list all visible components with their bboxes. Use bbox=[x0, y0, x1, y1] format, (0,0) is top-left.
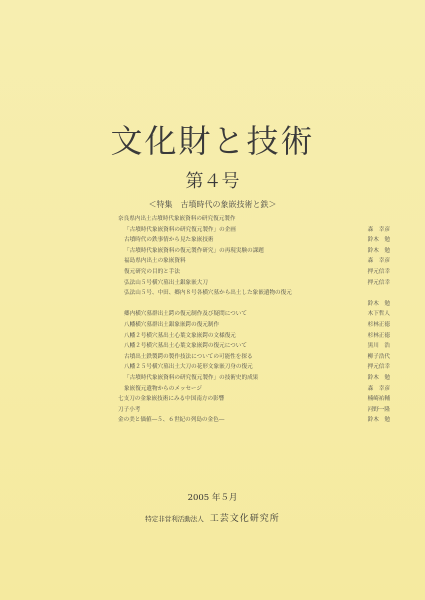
toc-entry-title: 「古墳時代象嵌資料の研究復元製作」の技術史的成果 bbox=[124, 374, 259, 381]
toc-entry-author: 鈴木 勉 bbox=[367, 417, 390, 424]
toc-entry bbox=[118, 288, 390, 299]
toc-entry-title: 「古墳時代象嵌資料の復元製作研究」の再現実験の課題 bbox=[124, 247, 264, 254]
publisher bbox=[0, 511, 425, 524]
toc-entry-title bbox=[118, 299, 124, 310]
toc-entry-title: 弘法山５号、中田、郷内８号各横穴墓から出土した象嵌遺物の復元 bbox=[124, 290, 292, 297]
toc-entry-author: 河野一隆 bbox=[367, 406, 390, 413]
toc-entry bbox=[118, 362, 390, 373]
toc-entry-title: 八幡横穴墓群出土銀象嵌鍔の復元制作 bbox=[124, 321, 220, 328]
toc-entry bbox=[118, 267, 390, 278]
publisher-name: 工芸文化研究所 bbox=[209, 514, 280, 524]
toc-entry-title: 古墳出土鉄製鍔の製作技法についての可能性を探る bbox=[124, 353, 253, 360]
toc-entry-author: 黒川 浩 bbox=[367, 343, 390, 350]
toc-entry-author: 木下哲人 bbox=[367, 311, 390, 318]
toc-entry-title: 七支刀の金象嵌技術にみる中国南方の影響 bbox=[118, 396, 225, 403]
toc-entry bbox=[118, 331, 390, 342]
toc-entry-title: 金の美と価値―５、６世紀の列島の金色― bbox=[118, 417, 225, 424]
toc-entry bbox=[118, 309, 390, 320]
toc-entry bbox=[118, 352, 390, 363]
toc-entry-author: 押元信幸 bbox=[367, 279, 390, 286]
toc-entry bbox=[118, 246, 390, 257]
toc-entry-title: 八幡２号横穴墓出土心葉文象嵌鍔の復元について bbox=[124, 343, 247, 350]
toc-entry-author: 鈴木 勉 bbox=[367, 374, 390, 381]
publisher-org-type: 特定非営利活動法人 bbox=[145, 515, 204, 523]
toc-entry-title: 八幡２５号横穴墓出土大刀の花形文象嵌刀身の復元 bbox=[124, 364, 253, 371]
toc-entry bbox=[118, 415, 390, 426]
toc-entry-title: 刀子小考 bbox=[118, 406, 141, 413]
toc-entry-author: 鈴木 勉 bbox=[367, 247, 390, 254]
toc-entry-author: 森 幸彦 bbox=[367, 385, 390, 392]
journal-title: 文化財と技術 bbox=[110, 122, 315, 160]
publication-date: 2005 年５月 bbox=[187, 493, 238, 503]
special-feature-heading: ＜特集 古墳時代の象嵌技術と鉄＞ bbox=[148, 200, 277, 209]
toc-entry-title: 郷内横穴墓群出土鍔の復元制作及び疑問について bbox=[124, 311, 247, 318]
toc-entry-author: 楠崎祐輔 bbox=[367, 396, 390, 403]
toc-entry-author bbox=[384, 288, 390, 299]
toc-entry bbox=[118, 373, 390, 384]
toc-entry-author: 押元信幸 bbox=[367, 364, 390, 371]
toc-entry bbox=[118, 225, 390, 236]
toc-entry-author: 押元信幸 bbox=[367, 268, 390, 275]
toc-entry-title: 福島県内出土の象嵌資料 bbox=[124, 258, 186, 265]
toc-entry bbox=[118, 341, 390, 352]
toc-entry-title: 「古墳時代象嵌資料の研究復元製作」の企画 bbox=[124, 226, 236, 233]
toc-entry-title: 弘法山５号横穴墓出土銀象嵌大刀 bbox=[124, 279, 208, 286]
toc-entry-title: 古墳時代の鉄事情から見た象嵌技術 bbox=[124, 237, 214, 244]
toc-entry bbox=[118, 256, 390, 267]
toc-entry-author: 鈴木 勉 bbox=[367, 237, 390, 244]
toc-entry-author bbox=[384, 214, 390, 225]
toc-entry bbox=[118, 394, 390, 405]
table-of-contents bbox=[118, 214, 390, 426]
toc-entry bbox=[118, 299, 390, 310]
toc-entry-author: 杉林正徳 bbox=[367, 321, 390, 328]
toc-entry-author: 森 幸彦 bbox=[367, 258, 390, 265]
toc-entry-author: 鈴木 勉 bbox=[367, 300, 390, 307]
issue-number: 第４号 bbox=[185, 171, 240, 192]
toc-entry bbox=[118, 278, 390, 289]
toc-entry-title: 復元研究の目的と手法 bbox=[124, 268, 180, 275]
toc-entry-title: 八幡２号横穴墓出土心葉文象嵌鍔の文様復元 bbox=[124, 332, 236, 339]
toc-entry-title: 奈良県内出土古墳時代象嵌資料の研究復元製作 bbox=[118, 216, 236, 222]
toc-entry-author: 柳子浩代 bbox=[367, 353, 390, 360]
toc-entry bbox=[118, 384, 390, 395]
toc-entry-author: 杉林正徳 bbox=[367, 332, 390, 339]
toc-entry-author: 森 幸彦 bbox=[367, 226, 390, 233]
toc-entry-title: 象嵌復元遺物からのメッセージ bbox=[124, 385, 202, 392]
toc-entry bbox=[118, 235, 390, 246]
toc-entry bbox=[118, 405, 390, 416]
toc-entry bbox=[118, 320, 390, 331]
toc-entry bbox=[118, 214, 390, 225]
